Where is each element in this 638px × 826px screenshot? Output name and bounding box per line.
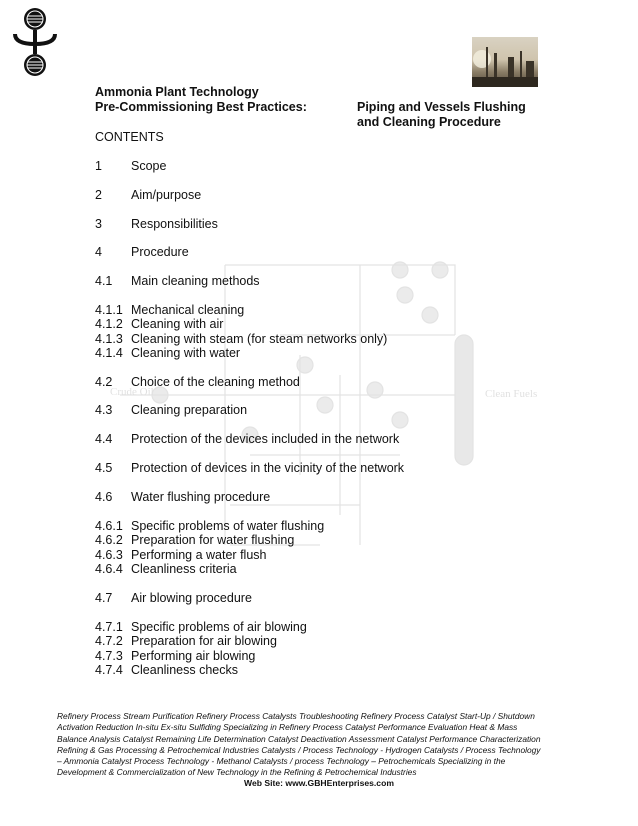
toc-text: Procedure (131, 245, 189, 259)
toc-text: Cleaning with air (131, 317, 224, 331)
toc-number: 3 (95, 217, 102, 231)
toc-row (95, 245, 189, 260)
toc-row (95, 274, 260, 289)
company-logo (12, 6, 58, 78)
toc-number: 4.7.1 (95, 620, 123, 634)
toc-row (95, 217, 218, 232)
toc-text: Responsibilities (131, 217, 218, 231)
toc-number: 4.7 (95, 591, 113, 605)
toc-number: 4.6.3 (95, 548, 123, 562)
toc-number: 1 (95, 159, 102, 173)
toc-number: 4.1.1 (95, 303, 123, 317)
document-title (95, 85, 307, 115)
toc-text: Protection of the devices included in the network (131, 432, 400, 446)
toc-text: Protection of devices in the vicinity of the network (131, 461, 405, 475)
toc-row (95, 303, 244, 318)
toc-text: Preparation for water flushing (131, 533, 295, 547)
toc-number: 4.6.4 (95, 562, 123, 576)
toc-text: Aim/purpose (131, 188, 202, 202)
toc-row (95, 663, 238, 678)
toc-text: Choice of the cleaning method (131, 375, 300, 389)
toc-number: 4.1.4 (95, 346, 123, 360)
refinery-silhouette-icon (472, 37, 538, 87)
toc-row (95, 375, 300, 390)
toc-text: Cleanliness criteria (131, 562, 237, 576)
toc-text: Performing air blowing (131, 649, 256, 663)
toc-text: Cleanliness checks (131, 663, 238, 677)
toc-number: 4.4 (95, 432, 113, 446)
toc-number: 2 (95, 188, 102, 202)
footer-services-text: Refinery Process Stream Purification Refinery Process Catalysts Troubleshooting Refinery Process Catalyst Start-Up / Shutdown Activation Reduction In-situ Ex-situ Sulfiding Specializing in Refinery Process Catalyst Performance Evaluation Heat & Mass Balance Analysis Catalyst Remaining Life Determination Catalyst Deactivation Assessment Catalyst Performance Characterization Refining & Gas Processing & Petrochemical Industries Catalysts / Process Technology - Hydrogen Catalysts / Process Technology – Ammonia Catalyst Process Technology - Methanol Catalysts / process Technology – Petrochemicals Specializing in the Development & Commercialization of New Technology in the Refining & Petrochemical Industries (57, 711, 541, 778)
title-line-2: Pre-Commissioning Best Practices: (95, 100, 307, 114)
toc-number: 4.3 (95, 403, 113, 417)
toc-number: 4 (95, 245, 102, 259)
toc-number: 4.5 (95, 461, 113, 475)
toc-number: 4.6.1 (95, 519, 123, 533)
document-subtitle (357, 100, 526, 130)
toc-row (95, 548, 266, 563)
toc-text: Main cleaning methods (131, 274, 260, 288)
toc-row (95, 649, 255, 664)
watermark-label-right: Clean Fuels (485, 388, 538, 400)
toc-text: Mechanical cleaning (131, 303, 245, 317)
toc-row (95, 461, 404, 476)
toc-number: 4.7.3 (95, 649, 123, 663)
toc-number: 4.2 (95, 375, 113, 389)
contents-heading: CONTENTS (95, 130, 164, 144)
title-line-1: Ammonia Plant Technology (95, 85, 259, 99)
toc-text: Scope (131, 159, 167, 173)
toc-number: 4.1 (95, 274, 113, 288)
toc-row (95, 159, 166, 174)
toc-row (95, 188, 201, 203)
toc-row (95, 591, 252, 606)
toc-number: 4.1.3 (95, 332, 123, 346)
toc-row (95, 490, 270, 505)
toc-text: Cleaning preparation (131, 403, 248, 417)
toc-row (95, 317, 223, 332)
toc-row (95, 634, 277, 649)
toc-row (95, 620, 307, 635)
toc-row (95, 403, 247, 418)
toc-number: 4.6 (95, 490, 113, 504)
toc-text: Performing a water flush (131, 548, 267, 562)
toc-row (95, 332, 387, 347)
toc-text: Cleaning with water (131, 346, 241, 360)
watermark-label-left: Crude Oil (110, 386, 154, 398)
toc-number: 4.7.2 (95, 634, 123, 648)
toc-text: Cleaning with steam (for steam networks only) (131, 332, 388, 346)
subtitle-line-1: Piping and Vessels Flushing (357, 100, 526, 114)
refinery-photo (472, 37, 538, 87)
toc-number: 4.7.4 (95, 663, 123, 677)
footer-website: Web Site: www.GBHEnterprises.com (244, 778, 394, 788)
toc-text: Specific problems of water flushing (131, 519, 325, 533)
toc-row (95, 432, 399, 447)
toc-text: Preparation for air blowing (131, 634, 277, 648)
toc-text: Water flushing procedure (131, 490, 271, 504)
toc-text: Specific problems of air blowing (131, 620, 307, 634)
toc-text: Air blowing procedure (131, 591, 252, 605)
toc-row (95, 533, 294, 548)
toc-row (95, 519, 324, 534)
toc-number: 4.6.2 (95, 533, 123, 547)
toc-row (95, 562, 237, 577)
toc-row (95, 346, 240, 361)
subtitle-line-2: and Cleaning Procedure (357, 115, 501, 129)
toc-number: 4.1.2 (95, 317, 123, 331)
